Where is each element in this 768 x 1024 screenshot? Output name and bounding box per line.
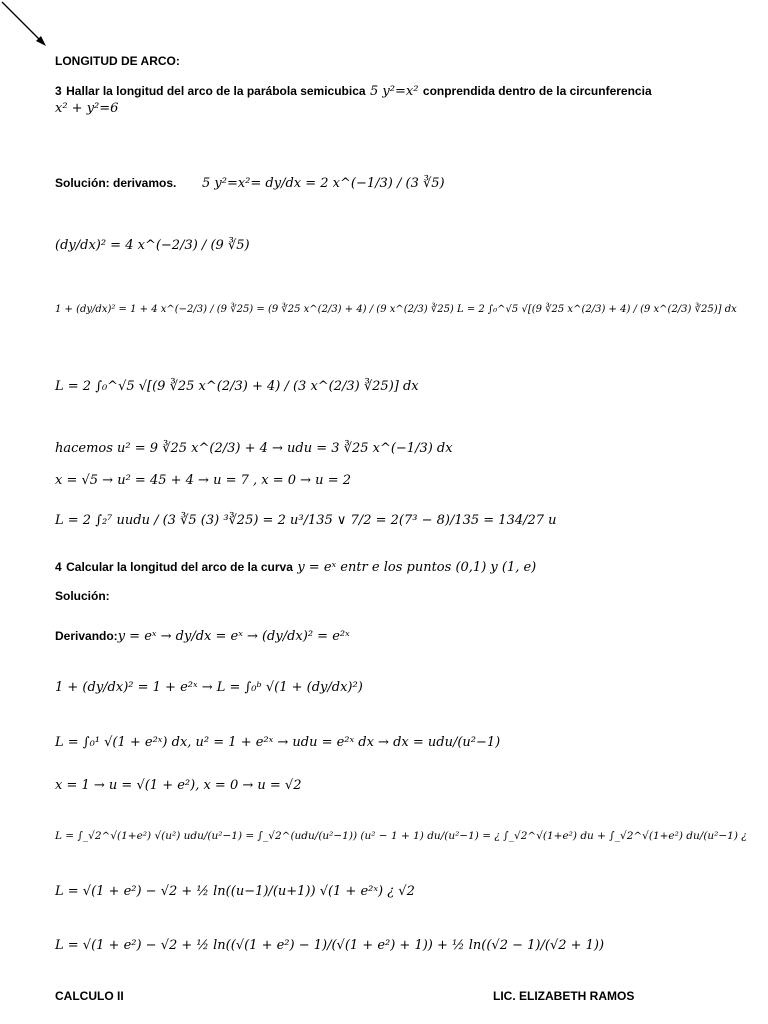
eq4-antiderivative: L = √(1 + e²) − √2 + ½ ln((u−1)/(u+1)) √(1 + e²ˣ) ¿ √2: [55, 884, 415, 899]
corner-arrow-icon: [0, 0, 50, 50]
eq4-integral-split: L = ∫_√2^√(1+e²) √(u²) udu/(u²−1) = ∫_√2^(udu/(u²−1)) (u² − 1 + 1) du/(u²−1) = ¿ ∫_√2^√(1+e²) du + ∫_√2^√(1+e²) du/(u²−1) ¿: [55, 830, 747, 842]
problem-3-statement: [55, 82, 652, 100]
problem-3-circle: x² + y²=6: [55, 101, 119, 116]
problem-3-number: 3: [55, 84, 62, 98]
footer-course: CALCULO II: [55, 989, 124, 1003]
derivando-label: Derivando:: [55, 629, 118, 643]
solution-4-label: Solución:: [55, 589, 110, 603]
problem-3-text-a: Hallar la longitud del arco de la parábola semicubica: [66, 84, 366, 98]
eq4-length-setup: 1 + (dy/dx)² = 1 + e²ˣ → L = ∫₀ᵇ √(1 + (dy/dx)²): [55, 680, 363, 695]
eq-derivative: 5 y²=x²= dy/dx = 2 x^(−1/3) / (3 ∛5): [202, 176, 445, 191]
eq-substitution: hacemos u² = 9 ∛25 x^(2/3) + 4 → udu = 3 ∛25 x^(−1/3) dx: [55, 441, 453, 456]
footer-author: LIC. ELIZABETH RAMOS: [493, 989, 635, 1003]
eq-result-3: L = 2 ∫₂⁷ uudu / (3 ∛5 (3) ³∛25) = 2 u³/135 ∨ 7/2 = 2(7³ − 8)/135 = 134/27 u: [55, 513, 557, 528]
eq-limits: x = √5 → u² = 45 + 4 → u = 7 , x = 0 → u = 2: [55, 473, 351, 488]
eq4-final-result: L = √(1 + e²) − √2 + ½ ln((√(1 + e²) − 1)/(√(1 + e²) + 1)) + ½ ln((√2 − 1)/(√2 + 1)): [55, 938, 605, 953]
eq4-derivative: y = eˣ → dy/dx = eˣ → (dy/dx)² = e²ˣ: [117, 629, 350, 644]
eq4-limits: x = 1 → u = √(1 + e²), x = 0 → u = √2: [55, 778, 302, 793]
problem-4-statement: [55, 558, 536, 576]
solution-3-label: Solución: derivamos.: [55, 176, 177, 190]
problem-4-equation: y = eˣ entr e los puntos (0,1) y (1, e): [297, 560, 537, 575]
eq-derivative-squared: (dy/dx)² = 4 x^(−2/3) / (9 ∛5): [55, 238, 250, 253]
eq4-substitution: L = ∫₀¹ √(1 + e²ˣ) dx, u² = 1 + e²ˣ → udu = e²ˣ dx → dx = udu/(u²−1): [55, 735, 501, 750]
eq-one-plus-derivative: 1 + (dy/dx)² = 1 + 4 x^(−2/3) / (9 ∛25) = (9 ∛25 x^(2/3) + 4) / (9 x^(2/3) ∛25) L = 2 ∫₀^√5 √[(9 ∛25 x^(2/3) + 4) / (9 x^(2/3) ∛25)] dx: [55, 304, 737, 315]
problem-3-equation: 5 y²=x²: [370, 84, 419, 99]
eq-arc-length-integral: L = 2 ∫₀^√5 √[(9 ∛25 x^(2/3) + 4) / (3 x^(2/3) ∛25)] dx: [55, 379, 419, 394]
derivando-line: [55, 627, 350, 645]
problem-4-text: Calcular la longitud del arco de la curva: [66, 560, 293, 574]
problem-4-number: 4: [55, 560, 62, 574]
problem-3-text-b: conprendida dentro de la circunferencia: [422, 84, 652, 98]
section-heading: LONGITUD DE ARCO:: [55, 54, 180, 68]
